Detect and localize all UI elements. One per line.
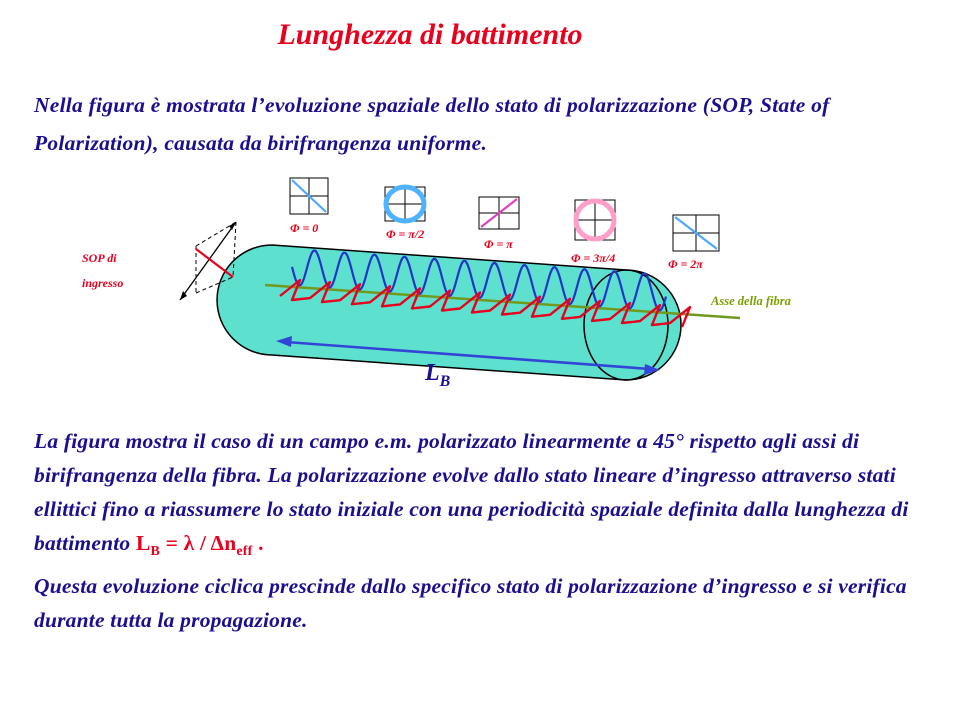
cyclic-evolution-text: Questa evoluzione ciclica prescinde dallo specifico stato di polarizzazione d’ingresso e si verifica durante tutta la propagazione. bbox=[34, 574, 907, 632]
input-sop-label: SOP di ingresso bbox=[82, 251, 124, 290]
phase-label-pi-2: Φ = π/2 bbox=[386, 227, 425, 241]
phase-label-pi: Φ = π bbox=[484, 237, 513, 251]
sop-box-phi-pi bbox=[479, 197, 519, 229]
slide-title: Lunghezza di battimento bbox=[277, 18, 583, 51]
intro-paragraph: Nella figura è mostrata l’evoluzione spaziale dello stato di polarizzazione (SOP, State of Polarization), causata da birifrangenza uniforme. bbox=[34, 93, 830, 155]
sop-box-phi-2pi bbox=[673, 215, 719, 251]
beat-length-formula: $L_B = \lambda / \Delta n_{eff}$ . bbox=[135, 531, 264, 559]
beat-length-label: $L_B$ bbox=[425, 360, 451, 390]
sop-box-phi-pi-2 bbox=[385, 187, 425, 221]
input-sop-vector bbox=[196, 249, 233, 277]
explanation-text: La figura mostra il caso di un campo e.m. polarizzato linearmente a 45° rispetto agli assi di birifrangenza della fibra. La polarizzazione evolve dallo stato lineare d’ingresso attraverso stati ellittici fino a riassumere lo stato iniziale con una periodicità spaziale definita dalla lunghezza di battimento bbox=[34, 429, 909, 555]
phase-label-2pi: Φ = 2π bbox=[668, 257, 703, 271]
explanation-paragraph bbox=[34, 424, 934, 637]
sop-box-phi-3pi-4 bbox=[575, 200, 615, 240]
fiber-body bbox=[217, 245, 681, 380]
phase-label-0: Φ = 0 bbox=[290, 221, 319, 235]
phase-label-3pi-4: Φ = 3π/4 bbox=[571, 251, 616, 265]
fiber-axis-label: Asse della fibra bbox=[711, 294, 791, 308]
sop-box-phi-0 bbox=[290, 178, 328, 214]
